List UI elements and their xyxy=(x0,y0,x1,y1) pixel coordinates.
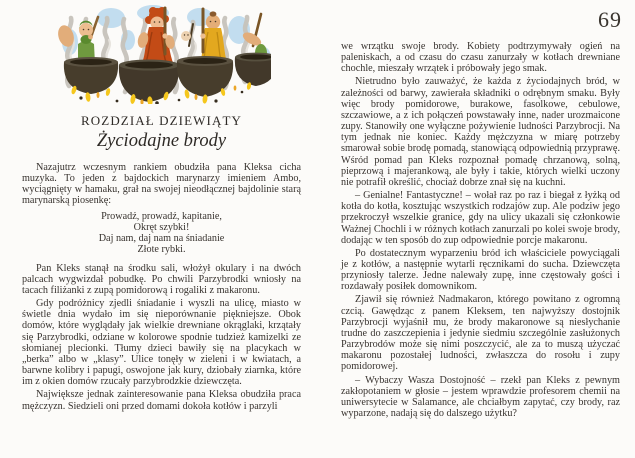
paragraph: Gdy podróżnicy zjedli śniadanie i wyszli na ulicę, miasto w świetle dnia wydało im się nieporównanie piękniejsze. Obok domów, które wyglądały jak wielkie drewniane okrąglaki, krzątały się Parzybrodki, odziane w kolorowe spodnie tudzież kamizelki ze słomianej plecionki. Tłumy dzieci bawiły się na placykach w „berka” albo w „klasy”. Ulice tonęły w zieleni i w kwiatach, a barwne kolibry i papugi, oswojone jak kury, dziobały ziarnka, które im z okien domów rzucały parzybrodzkie dziewczęta. xyxy=(22,298,301,388)
cauldron-2 xyxy=(118,60,178,103)
yellow-beard-man xyxy=(199,9,227,63)
paragraph: Zjawił się również Nadmakaron, którego powitano z ogromną czcią. Gawędząc z panem Kleksem, ten najwyższy dostojnik Parzybrocji wyjaśnił mu, że brody makaronowe są niesłychanie trudne do zaszczepienia i jedynie siedmiu szczególnie zasłużonych Parzybrodów może się nimi poszczycić, ale za to muszą użyczać makaronu pozostałej ludności, zwłaszcza do rosołu i zupy pomidorowej. xyxy=(341,294,620,373)
right-page xyxy=(341,41,620,421)
left-page-body xyxy=(22,162,301,412)
chapter-number-heading: ROZDZIAŁ DZIEWIĄTY xyxy=(81,113,242,128)
chapter-illustration xyxy=(53,2,271,104)
paragraph: Największe jednak zainteresowanie pana Kleksa obudziła praca mężczyzn. Siedzieli oni przed domami dokoła kotłów i parzyli xyxy=(22,389,301,412)
page-number: 69 xyxy=(598,7,622,32)
paragraph: Po dostatecznym wyparzeniu bród ich właściciele powyciągali je z kotłów, a następnie wytarli ręcznikami do sucha. Dziewczęta przyniosły talerze. Jedne nalewały zupę, inne częstowały gości i rozdawały posiłek domownikom. xyxy=(341,247,620,293)
verse-line: Okręt szybki! xyxy=(133,221,190,233)
verse-line: Prowadź, prowadź, kapitanie, xyxy=(101,210,222,222)
paragraph: Nazajutrz wczesnym rankiem obudziła pana Kleksa cicha muzyka. To jeden z bajdockich marynarzy imieniem Ambo, wyciągnięty w hamaku, grał na swojej nieodłącznej bajdolinie starą marynarską piosenkę: xyxy=(22,162,301,207)
cauldron-4 xyxy=(234,53,270,86)
paragraph: Pan Kleks stanął na środku sali, włożył okulary i na dwóch palcach wygwizdał pobudkę. Po chwili Parzybrodki wniosły na tacach filiżanki z zupą pomidorową i rogaliki z makaronu. xyxy=(22,262,301,296)
paragraph: – Wybaczy Wasza Dostojność – rzekł pan Kleks z pewnym zakłopotaniem w głosie – jestem wprawdzie profesorem chemii na uniwersytecie w Salamance, ale chciałbym zapytać, czy brody, raz wyparzone, nadają się do dalszego użytku? xyxy=(341,374,620,419)
song-verse xyxy=(22,211,301,255)
left-page xyxy=(22,0,301,414)
paragraph: Nietrudno było zauważyć, że każda z życiodajnych bród, w zależności od barwy, zawierała składniki o odrębnym smaku. Były więc brody pomidorowe, burakowe, fasolkowe, cebulowe, szczawiowe, a z ich połączeń powstawały inne, nader urozmaicone zupy. Stanowiły one wyłączne pożywienie ludności Parzybrocji. Na tym jednak nie koniec. Każdy mężczyzna w miarę potrzeby smarował sobie brodę pomadą, stanowiącą odpowiednią przyprawę. Wśród pomad pan Kleks rozpoznał pomadę chrzanową, solną, pieprzową i majerankową, ale były i takie, których wielki uczony nie potrafił określić, chociaż dobrze znał się na kuchni. xyxy=(341,76,620,188)
verse-line: Daj nam, daj nam na śniadanie xyxy=(98,232,225,244)
paragraph: we wrzątku swoje brody. Kobiety podtrzymywały ogień na paleniskach, a od czasu do czasu zanurzały w kotłach drewniane chochle, mieszały wrzątek i próbowały jego smak. xyxy=(341,41,620,75)
chapter-title: Życiodajne brody xyxy=(96,131,227,151)
cauldron-1 xyxy=(63,57,117,94)
verse-line: Złote rybki. xyxy=(137,243,186,255)
paragraph: – Genialne! Fantastyczne! – wołał raz po raz i biegał z łyżką od kotła do kotła, kosztując wszystkich rodzajów zup. Ale podziw jego przekroczył wszelkie granice, gdy na ulicy ukazali się członkowie Ważnej Chochli i w różnych kotłach zanurzali po kolei swoje brody, dodając w ten sposób do zup odpowiednie porcje makaronu. xyxy=(341,190,620,246)
